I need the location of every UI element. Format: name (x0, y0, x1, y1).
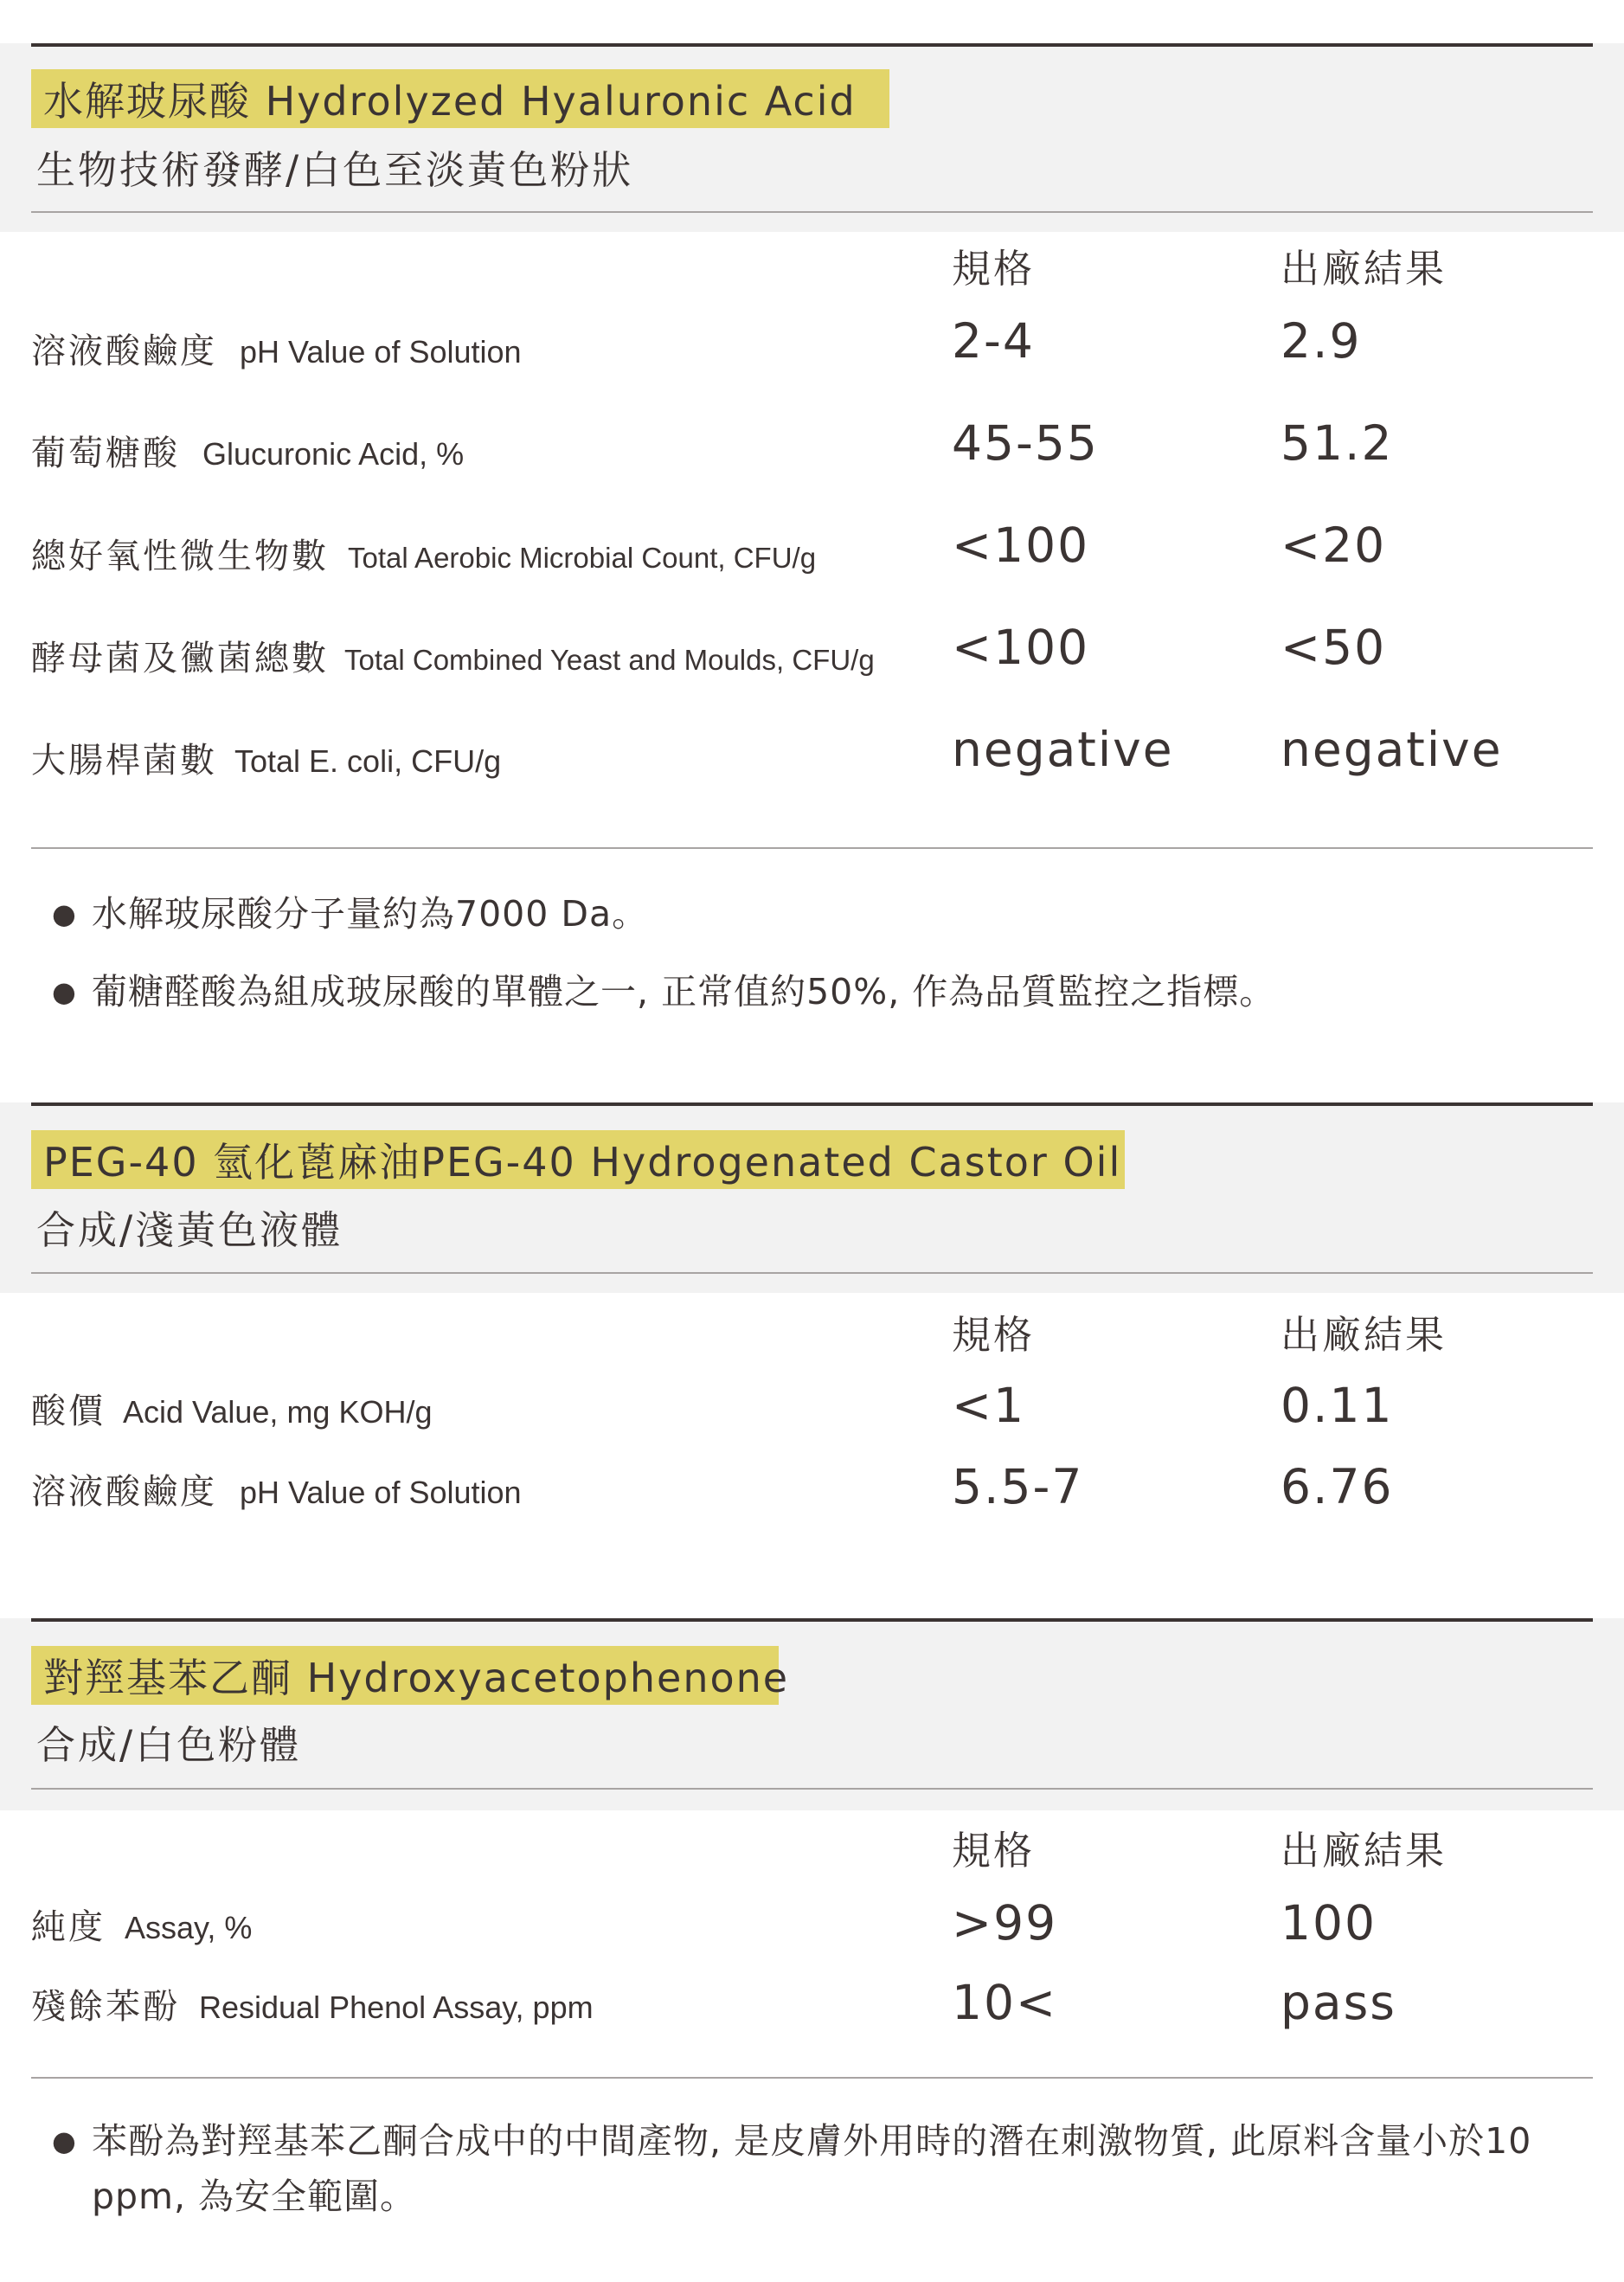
section-2-row-1-result: 0.11 (1281, 1378, 1394, 1433)
section-1-bottom-rule (31, 847, 1593, 849)
section-1-note-2 (52, 964, 1540, 1019)
row-label-zh: 酵母菌及黴菌總數 (31, 639, 329, 678)
bullet-icon: ● (52, 975, 77, 1008)
section-3-note-1 (52, 2113, 1540, 2224)
section-2-row-2-spec: 5.5-7 (952, 1459, 1084, 1514)
section-1-row-2-label (31, 426, 464, 475)
row-label-zh: 殘餘苯酚 (31, 1987, 180, 2027)
section-2-row-1-label (31, 1384, 433, 1433)
section-3-subtitle: 合成/白色粉體 (36, 1722, 302, 1768)
section-1-row-5-label (31, 733, 501, 782)
section-2-row-2-label (31, 1464, 522, 1514)
section-1-row-2-spec: 45-55 (952, 415, 1099, 471)
section-1-row-3-result: <20 (1281, 517, 1387, 573)
row-label-en: pH Value of Solution (240, 1475, 522, 1510)
section-3-row-2-label (31, 1979, 594, 2028)
section-1-title: 水解玻尿酸 Hydrolyzed Hyaluronic Acid (31, 69, 889, 128)
row-label-zh: 純度 (31, 1907, 106, 1947)
row-label-en: Total Aerobic Microbial Count, CFU/g (348, 542, 817, 574)
bullet-icon: ● (52, 897, 77, 930)
row-label-zh: 溶液酸鹼度 (31, 1472, 217, 1512)
section-3-bottom-rule (31, 2077, 1593, 2079)
section-1-row-1-spec: 2-4 (952, 313, 1035, 369)
note-text: 苯酚為對羥基苯乙酮合成中的中間產物, 是皮膚外用時的潛在刺激物質, 此原料含量小於10 ppm, 為安全範圍。 (92, 2120, 1532, 2217)
section-2-header-rule (31, 1272, 1593, 1274)
section-2-col-spec: 規格 (952, 1312, 1036, 1358)
row-label-en: Total E. coli, CFU/g (234, 743, 502, 779)
section-3-row-1-result: 100 (1281, 1895, 1377, 1951)
section-2-col-result: 出廠結果 (1281, 1312, 1447, 1358)
section-3-row-1-label (31, 1900, 252, 1949)
section-3-col-spec: 規格 (952, 1828, 1036, 1874)
row-label-en: Assay, % (125, 1910, 253, 1945)
section-1-col-result: 出廠結果 (1281, 246, 1447, 292)
row-label-en: pH Value of Solution (240, 334, 522, 370)
section-1-row-2-result: 51.2 (1281, 415, 1394, 471)
section-1-top-rule (31, 43, 1593, 47)
row-label-zh: 溶液酸鹼度 (31, 331, 217, 371)
section-1-row-1-result: 2.9 (1281, 313, 1362, 369)
section-3-row-2-spec: 10< (952, 1975, 1058, 2030)
row-label-en: Residual Phenol Assay, ppm (199, 1990, 594, 2025)
section-1-row-4-result: <50 (1281, 620, 1387, 675)
section-3-row-2-result: pass (1281, 1975, 1396, 2030)
section-1-row-3-spec: <100 (952, 517, 1090, 573)
row-label-zh: 總好氧性微生物數 (31, 537, 329, 576)
section-2-row-2-result: 6.76 (1281, 1459, 1394, 1514)
row-label-zh: 葡萄糖酸 (31, 434, 180, 473)
row-label-en: Acid Value, mg KOH/g (123, 1394, 433, 1430)
row-label-en: Glucuronic Acid, % (202, 436, 465, 472)
section-3-header-rule (31, 1788, 1593, 1790)
section-1-row-5-result: negative (1281, 722, 1503, 777)
section-2-subtitle: 合成/淺黃色液體 (36, 1207, 343, 1253)
section-1-row-4-label (31, 631, 875, 680)
section-1-subtitle: 生物技術發酵/白色至淡黃色粉狀 (36, 147, 634, 193)
section-3-top-rule (31, 1618, 1593, 1622)
row-label-zh: 大腸桿菌數 (31, 741, 217, 781)
section-2-row-1-spec: <1 (952, 1378, 1026, 1433)
section-1-row-3-label (31, 529, 816, 578)
section-1-note-1 (52, 886, 1540, 942)
section-1-row-5-spec: negative (952, 722, 1174, 777)
section-2-title: PEG-40 氫化蓖麻油PEG-40 Hydrogenated Castor Oil (31, 1130, 1125, 1189)
section-1-header-rule (31, 211, 1593, 213)
note-text: 水解玻尿酸分子量約為7000 Da。 (92, 893, 649, 935)
section-3-title: 對羥基苯乙酮 Hydroxyacetophenone (31, 1646, 779, 1705)
section-1-row-1-label (31, 324, 522, 373)
row-label-en: Total Combined Yeast and Moulds, CFU/g (344, 644, 875, 676)
section-3-row-1-spec: >99 (952, 1895, 1058, 1951)
row-label-zh: 酸價 (31, 1392, 106, 1431)
section-3-col-result: 出廠結果 (1281, 1828, 1447, 1874)
section-2-top-rule (31, 1102, 1593, 1106)
bullet-icon: ● (52, 2125, 77, 2157)
section-1-col-spec: 規格 (952, 246, 1036, 292)
section-1-row-4-spec: <100 (952, 620, 1090, 675)
note-text: 葡糖醛酸為組成玻尿酸的單體之一, 正常值約50%, 作為品質監控之指標。 (92, 971, 1276, 1012)
